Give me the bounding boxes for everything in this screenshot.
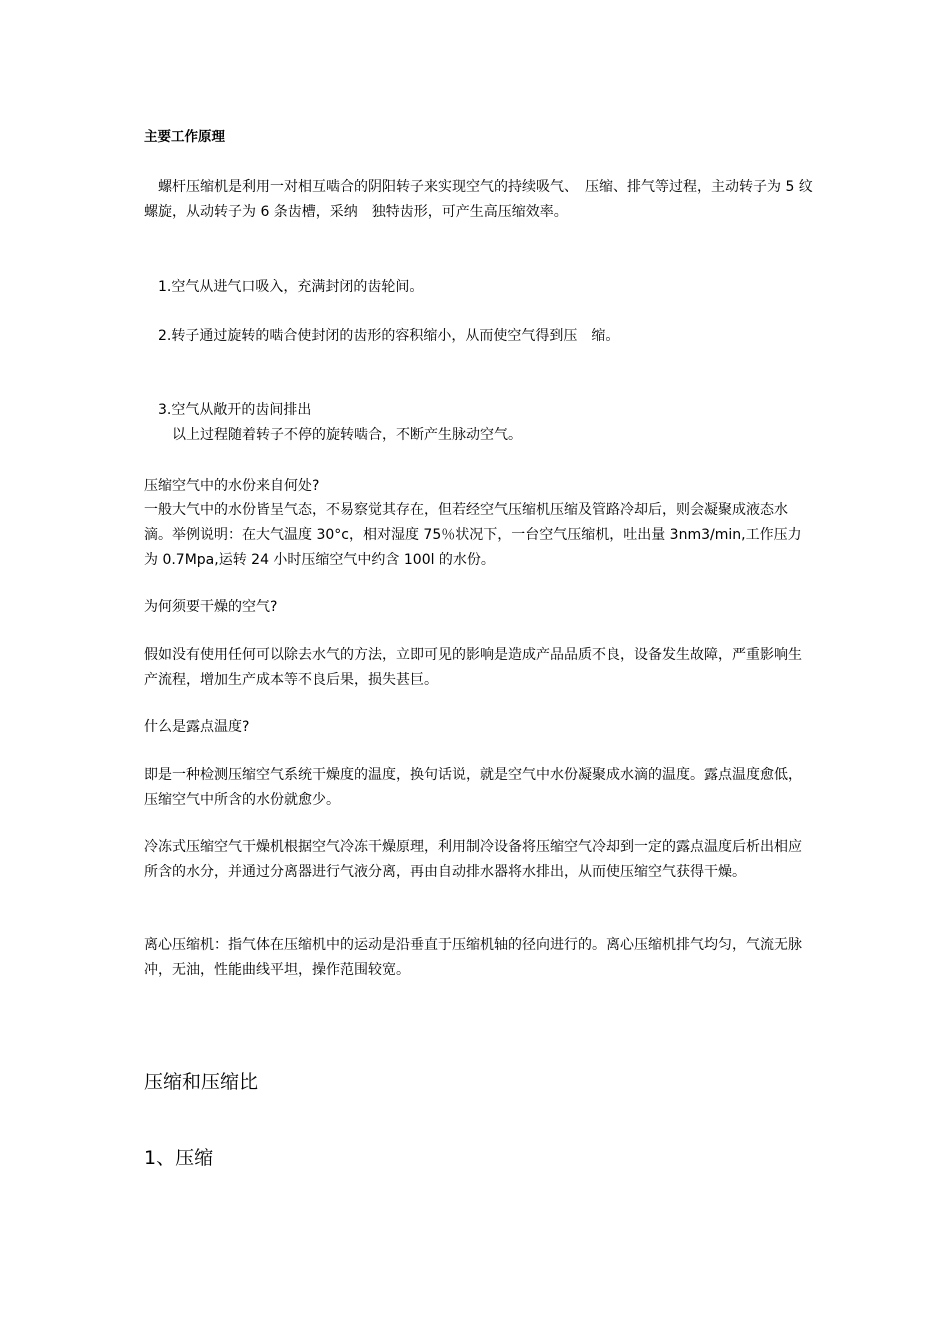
paragraph-centrifugal-compressor: 离心压缩机：指气体在压缩机中的运动是沿垂直于压缩机轴的径向进行的。离心压缩机排气均匀，气流无脉冲，无油，性能曲线平坦，操作范围较宽。: [144, 937, 802, 978]
question-why-dry-air: 为何须要干燥的空气?: [144, 599, 278, 615]
question-water-source: 压缩空气中的水份来自何处?: [144, 478, 320, 494]
answer-dew-point: 即是一种检测压缩空气系统干燥度的温度，换句话说，就是空气中水份凝聚成水滴的温度。露点温度愈低，压缩空气中所含的水份就愈少。: [144, 767, 802, 808]
step-note: 以上过程随着转子不停的旋转啮合，不断产生脉动空气。: [172, 427, 522, 443]
subsection-title-compression: 1、压缩: [144, 1147, 214, 1169]
section-heading-working-principle: 主要工作原理: [144, 129, 225, 145]
answer-why-dry-air: 假如没有使用任何可以除去水气的方法，立即可见的影响是造成产品品质不良，设备发生故障，严重影响生产流程，增加生产成本等不良后果，损失甚巨。: [144, 647, 802, 688]
step-2: 2.转子通过旋转的啮合使封闭的齿形的容积缩小，从而使空气得到压 缩。: [158, 328, 620, 344]
step-1: 1.空气从进气口吸入，充满封闭的齿轮间。: [158, 279, 424, 295]
paragraph-refrigerated-dryer: 冷冻式压缩空气干燥机根据空气冷冻干燥原理，利用制冷设备将压缩空气冷却到一定的露点温度后析出相应所含的水分，并通过分离器进行气液分离，再由自动排水器将水排出，从而使压缩空气获得干燥。: [144, 839, 802, 880]
intro-paragraph: 螺杆压缩机是利用一对相互啮合的阴阳转子来实现空气的持续吸气、 压缩、排气等过程，主动转子为 5 纹螺旋，从动转子为 6 条齿槽，采纳 独特齿形，可产生高压缩效率。: [144, 179, 813, 220]
section-title-compression: 压缩和压缩比: [144, 1071, 259, 1093]
answer-water-source: 一般大气中的水份皆呈气态，不易察觉其存在，但若经空气压缩机压缩及管路冷却后，则会凝聚成液态水滴。举例说明：在大气温度 30°c，相对湿度 75％状况下，一台空气压缩机，吐出量 3nm3/min,工作压力为 0.7Mpa,运转 24 小时压缩空气中约含 100l 的水份。: [144, 502, 802, 568]
step-3: 3.空气从敞开的齿间排出: [158, 402, 312, 418]
question-dew-point: 什么是露点温度?: [144, 719, 250, 735]
